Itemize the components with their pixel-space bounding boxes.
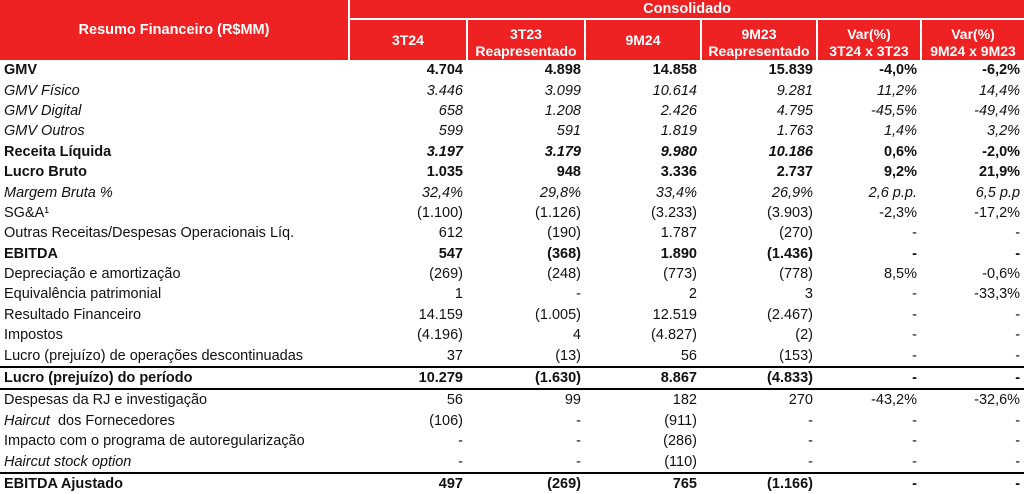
row-value: (269) — [429, 266, 463, 283]
row-label-italic-text: Haircut stock option — [4, 453, 132, 470]
row-value: 3.446 — [426, 82, 463, 99]
row-value: (2) — [795, 327, 813, 344]
row-value: (2.467) — [767, 306, 813, 323]
row-value: 10.279 — [349, 367, 467, 389]
row-value: (3.903) — [767, 204, 813, 221]
row-value: (1.166) — [701, 473, 817, 494]
table-row — [0, 367, 1024, 389]
row-value: - — [458, 453, 463, 470]
row-value: - — [912, 412, 917, 429]
row-value: -17,2% — [974, 204, 1021, 221]
row-value: 4.898 — [544, 62, 581, 79]
row-label — [0, 305, 349, 325]
row-value: - — [912, 327, 917, 344]
row-label-text: Lucro Bruto — [4, 164, 87, 181]
row-value: 8.867 — [585, 367, 701, 389]
row-label — [0, 121, 349, 141]
row-label-text: EBITDA — [4, 245, 58, 262]
table-title: Resumo Financeiro (R$MM) — [0, 0, 349, 60]
row-value: 547 — [438, 245, 463, 262]
row-value: 21,9% — [978, 164, 1021, 181]
col-header-line1: 3T23 — [510, 26, 542, 42]
row-label-text: Impostos — [4, 327, 63, 344]
row-value: 3.099 — [544, 82, 581, 99]
row-value: 9.980 — [660, 143, 697, 160]
row-label — [0, 389, 349, 410]
row-value: (269) — [467, 473, 585, 494]
row-value: - — [576, 453, 581, 470]
row-value: 12.519 — [652, 306, 697, 323]
row-value: (911) — [664, 412, 697, 429]
row-value: -2,0% — [982, 143, 1021, 160]
col-header-var-3t — [817, 19, 921, 60]
row-label — [0, 451, 349, 472]
row-value: - — [1015, 433, 1021, 450]
row-value: 6,5 p.p — [975, 184, 1021, 201]
row-value: 1.819 — [660, 123, 697, 140]
row-label-text: GMV Digital — [4, 102, 82, 119]
row-value: (4.833) — [701, 367, 817, 389]
table-row — [0, 473, 1024, 494]
row-value: 10.614 — [652, 82, 697, 99]
table-row — [0, 182, 1024, 202]
row-label — [0, 60, 349, 80]
row-value: - — [1015, 412, 1021, 429]
row-value: - — [912, 225, 917, 242]
row-value: - — [1015, 225, 1021, 242]
row-value: 14,4% — [978, 82, 1021, 99]
col-header-line1: Var(%) — [847, 26, 891, 42]
row-label — [0, 325, 349, 345]
row-value: (1.436) — [767, 245, 813, 262]
row-label — [0, 411, 349, 431]
row-value: 1.208 — [544, 102, 581, 119]
row-value: (4.827) — [651, 327, 697, 344]
row-label-rest-text: dos Fornecedores — [49, 412, 175, 429]
row-value: 1.035 — [426, 164, 463, 181]
table-row — [0, 345, 1024, 366]
row-value: 56 — [680, 347, 697, 364]
row-label — [0, 101, 349, 121]
col-header-9m23 — [701, 19, 817, 60]
table-row — [0, 431, 1024, 451]
row-value: (778) — [779, 266, 813, 283]
row-value: 4.704 — [426, 62, 463, 79]
row-value: -45,5% — [871, 102, 917, 119]
table-row — [0, 60, 1024, 80]
row-value: 1.763 — [776, 123, 813, 140]
row-value: - — [912, 453, 917, 470]
col-header-line1: 9M24 — [625, 31, 661, 48]
col-header-line1: 3T24 — [392, 31, 424, 48]
col-header-3t24 — [349, 19, 467, 60]
row-value: (3.233) — [651, 204, 697, 221]
col-header-line1: 9M23 — [741, 26, 777, 42]
row-value: - — [808, 412, 813, 429]
row-value: - — [1015, 245, 1021, 262]
row-value: - — [1015, 327, 1021, 344]
table-row — [0, 244, 1024, 264]
row-label — [0, 182, 349, 202]
row-label — [0, 80, 349, 100]
table-row — [0, 121, 1024, 141]
row-value: - — [576, 412, 581, 429]
table-row — [0, 80, 1024, 100]
row-value: - — [817, 367, 921, 389]
row-value: -49,4% — [974, 102, 1021, 119]
row-value: 658 — [438, 102, 463, 119]
row-label — [0, 244, 349, 264]
row-label-text: Resultado Financeiro — [4, 306, 142, 323]
row-value: (110) — [664, 453, 697, 470]
row-value: - — [912, 245, 917, 262]
row-value: - — [921, 367, 1024, 389]
row-label-text: EBITDA Ajustado — [4, 476, 123, 492]
table-body — [0, 60, 1024, 494]
row-value: - — [576, 286, 581, 303]
col-header-line1: Var(%) — [951, 26, 995, 42]
row-value: 9.281 — [776, 82, 813, 99]
row-value: -2,3% — [879, 204, 917, 221]
row-value: -43,2% — [871, 392, 917, 409]
row-value: 3.179 — [544, 143, 581, 160]
row-value: 765 — [585, 473, 701, 494]
row-value: 612 — [438, 225, 463, 242]
row-label — [0, 142, 349, 162]
row-value: 599 — [438, 123, 463, 140]
row-value: 1.890 — [660, 245, 697, 262]
col-header-3t23 — [467, 19, 585, 60]
row-value: -0,6% — [982, 266, 1021, 283]
row-value: 56 — [446, 392, 463, 409]
row-label-text: Lucro (prejuízo) de operações descontinuadas — [4, 347, 304, 364]
col-header-line2: Reapresentado — [475, 43, 577, 59]
row-value: 9,2% — [883, 164, 917, 181]
row-label — [0, 367, 349, 389]
row-value: 1.787 — [660, 225, 697, 242]
table-row — [0, 223, 1024, 243]
row-label-italic-text: Haircut — [4, 412, 50, 429]
row-value: 948 — [556, 164, 581, 181]
row-value: 1 — [454, 286, 463, 303]
row-value: (368) — [547, 245, 581, 262]
row-value: (773) — [663, 266, 697, 283]
row-value: (1.005) — [535, 306, 581, 323]
row-value: (248) — [547, 266, 581, 283]
row-label-text: SG&A¹ — [4, 204, 50, 221]
table-row — [0, 389, 1024, 410]
table-row — [0, 284, 1024, 304]
row-label-text: Receita Líquida — [4, 143, 112, 160]
row-label-rest-text: Impacto com o programa de autoregularização — [4, 433, 305, 450]
row-label — [0, 345, 349, 366]
row-value: (286) — [663, 433, 697, 450]
row-value: 11,2% — [876, 82, 917, 99]
row-value: 2.737 — [776, 164, 813, 181]
row-value: 3 — [804, 286, 813, 303]
row-value: (270) — [779, 225, 813, 242]
col-header-line2: Reapresentado — [708, 43, 810, 59]
row-label-text: GMV Físico — [4, 82, 80, 99]
table-row — [0, 203, 1024, 223]
row-value: 2.426 — [660, 102, 697, 119]
row-value: 1,4% — [883, 123, 917, 140]
row-value: - — [912, 433, 917, 450]
row-value: 2,6 p.p. — [868, 184, 917, 201]
table-row — [0, 411, 1024, 431]
table-row — [0, 325, 1024, 345]
row-label-text: GMV Outros — [4, 123, 85, 140]
row-value: 8,5% — [883, 266, 917, 283]
row-value: (1.100) — [417, 204, 463, 221]
row-value: 37 — [446, 347, 463, 364]
row-label — [0, 284, 349, 304]
row-value: - — [1015, 453, 1021, 470]
row-value: - — [912, 306, 917, 323]
row-value: - — [921, 473, 1024, 494]
row-value: - — [458, 433, 463, 450]
row-label — [0, 473, 349, 494]
row-value: 182 — [672, 392, 697, 409]
row-value: -4,0% — [879, 62, 917, 79]
row-value: 10.186 — [768, 143, 813, 160]
row-value: - — [808, 453, 813, 470]
row-label-text: Outras Receitas/Despesas Operacionais Líq. — [4, 225, 295, 242]
row-value: - — [576, 433, 581, 450]
table-row — [0, 264, 1024, 284]
col-header-var-9m — [921, 19, 1024, 60]
row-value: -6,2% — [982, 62, 1021, 79]
row-value: (1.126) — [535, 204, 581, 221]
row-label-text: Depreciação e amortização — [4, 266, 181, 283]
row-label-text: GMV — [4, 62, 38, 79]
table-row — [0, 142, 1024, 162]
table-row — [0, 101, 1024, 121]
row-label-text: Lucro (prejuízo) do período — [4, 370, 193, 387]
row-label — [0, 264, 349, 284]
row-value: - — [912, 286, 917, 303]
col-header-line2: 9M24 x 9M23 — [930, 43, 1016, 59]
row-value: -33,3% — [974, 286, 1021, 303]
row-label-rest-text: Despesas da RJ e investigação — [4, 392, 208, 409]
row-value: 4.795 — [776, 102, 813, 119]
row-value: 2 — [688, 286, 697, 303]
row-value: - — [912, 347, 917, 364]
row-value: - — [817, 473, 921, 494]
row-value: (13) — [555, 347, 581, 364]
row-value: 3,2% — [987, 123, 1021, 140]
table-row — [0, 451, 1024, 472]
row-value: 26,9% — [771, 184, 813, 201]
row-value: 3.336 — [660, 164, 697, 181]
row-value: 497 — [349, 473, 467, 494]
row-value: (4.196) — [417, 327, 463, 344]
row-value: 32,4% — [421, 184, 463, 201]
table-row — [0, 305, 1024, 325]
row-value: 15.839 — [768, 62, 813, 79]
row-value: (190) — [547, 225, 581, 242]
row-value: - — [808, 433, 813, 450]
col-header-9m24 — [585, 19, 701, 60]
row-value: (106) — [429, 412, 463, 429]
row-label — [0, 162, 349, 182]
group-header-consolidado: Consolidado — [349, 0, 1024, 19]
row-value: (1.630) — [467, 367, 585, 389]
row-value: 14.159 — [418, 306, 463, 323]
row-value: 591 — [556, 123, 581, 140]
row-label — [0, 203, 349, 223]
row-value: 29,8% — [539, 184, 581, 201]
row-value: 3.197 — [426, 143, 463, 160]
row-label-text: Margem Bruta % — [4, 184, 113, 201]
row-value: 270 — [788, 392, 813, 409]
row-value: 14.858 — [652, 62, 697, 79]
row-label — [0, 431, 349, 451]
row-label — [0, 223, 349, 243]
table-row — [0, 162, 1024, 182]
row-value: -32,6% — [974, 392, 1021, 409]
row-value: - — [1015, 347, 1021, 364]
row-value: 4 — [572, 327, 581, 344]
col-header-line2: 3T24 x 3T23 — [829, 43, 909, 59]
row-value: 33,4% — [655, 184, 697, 201]
row-label-text: Equivalência patrimonial — [4, 286, 162, 303]
row-value: 99 — [564, 392, 581, 409]
row-value: 0,6% — [883, 143, 917, 160]
row-value: (153) — [779, 347, 813, 364]
row-value: - — [1015, 306, 1021, 323]
